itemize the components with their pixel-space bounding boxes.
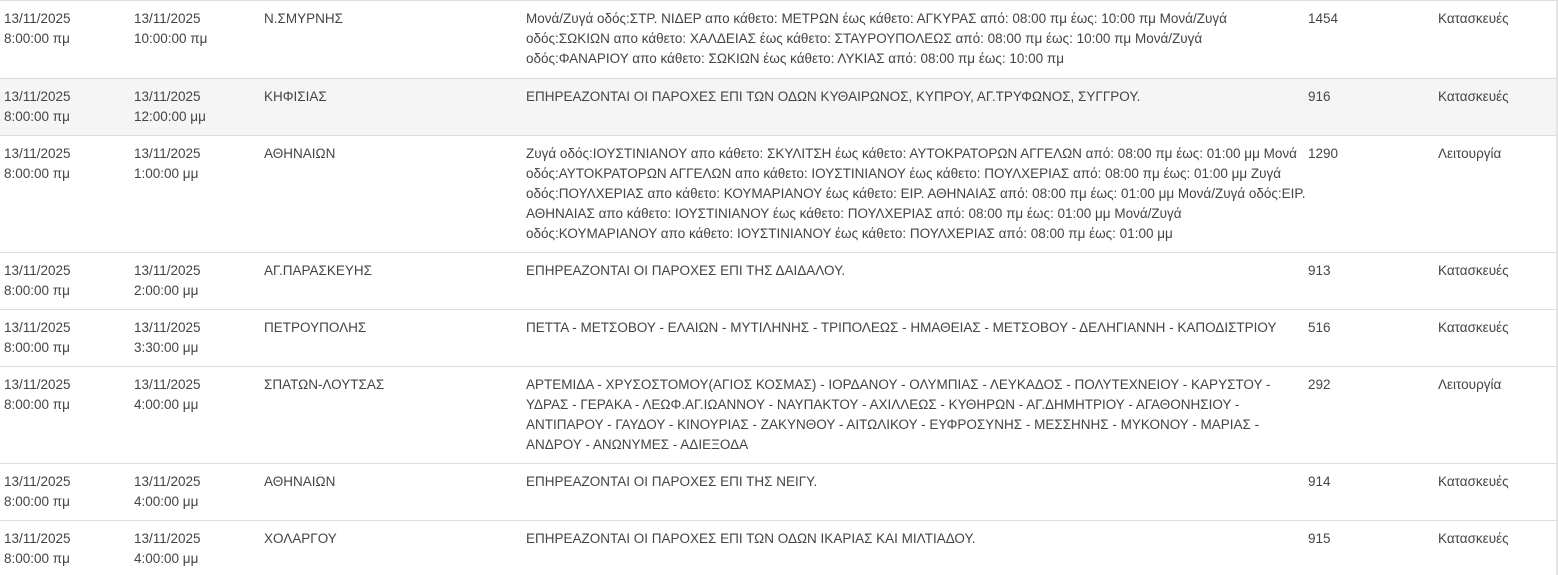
start-date: 13/11/2025: [4, 11, 71, 26]
end-date: 13/11/2025: [134, 377, 201, 392]
end-time: 2:00:00 μμ: [134, 283, 199, 298]
area-cell: Ν.ΣΜΥΡΝΗΣ: [264, 11, 343, 26]
start-date: 13/11/2025: [4, 89, 71, 104]
end-date: 13/11/2025: [134, 531, 201, 546]
start-datetime-cell: [0, 253, 134, 310]
area-cell: ΠΕΤΡΟΥΠΟΛΗΣ: [264, 320, 367, 335]
description-cell: ΕΠΗΡΕΑΖΟΝΤΑΙ ΟΙ ΠΑΡΟΧΕΣ ΕΠΙ ΤΗΣ ΝΕΙΓΥ.: [526, 474, 818, 489]
end-date: 13/11/2025: [134, 89, 201, 104]
outage-type-cell: Κατασκευές: [1438, 89, 1509, 104]
start-datetime-cell: [0, 367, 134, 464]
start-time: 8:00:00 πμ: [4, 166, 70, 181]
start-date: 13/11/2025: [4, 531, 71, 546]
end-datetime-cell: [134, 136, 264, 253]
outage-type-cell: Κατασκευές: [1438, 531, 1509, 546]
start-datetime-cell: [0, 136, 134, 253]
start-datetime-cell: [0, 79, 134, 136]
start-datetime-cell: [0, 464, 134, 521]
outage-table-body: [0, 1, 1558, 575]
end-time: 4:00:00 μμ: [134, 494, 199, 509]
outage-type-cell: Κατασκευές: [1438, 11, 1509, 26]
end-time: 10:00:00 πμ: [134, 31, 208, 46]
end-time: 1:00:00 μμ: [134, 166, 199, 181]
end-date: 13/11/2025: [134, 146, 201, 161]
area-cell: ΚΗΦΙΣΙΑΣ: [264, 89, 327, 104]
end-time: 3:30:00 μμ: [134, 340, 199, 355]
area-cell: ΑΓ.ΠΑΡΑΣΚΕΥΗΣ: [264, 263, 372, 278]
end-date: 13/11/2025: [134, 474, 201, 489]
description-cell: ΕΠΗΡΕΑΖΟΝΤΑΙ ΟΙ ΠΑΡΟΧΕΣ ΕΠΙ ΤΩΝ ΟΔΩΝ ΚΥΘΑΙΡΩΝΟΣ, ΚΥΠΡΟΥ, ΑΓ.ΤΡΥΦΩΝΟΣ, ΣΥΓΓΡΟΥ.: [526, 89, 1141, 104]
end-datetime-cell: [134, 521, 264, 575]
start-datetime-cell: [0, 310, 134, 367]
end-time: 4:00:00 μμ: [134, 551, 199, 566]
area-cell: ΣΠΑΤΩΝ-ΛΟΥΤΣΑΣ: [264, 377, 385, 392]
outage-id-cell: 914: [1308, 474, 1331, 489]
outage-id-cell: 913: [1308, 263, 1331, 278]
area-cell: ΑΘΗΝΑΙΩΝ: [264, 146, 336, 161]
end-datetime-cell: [134, 79, 264, 136]
start-time: 8:00:00 πμ: [4, 340, 70, 355]
start-time: 8:00:00 πμ: [4, 283, 70, 298]
start-date: 13/11/2025: [4, 377, 71, 392]
outage-id-cell: 516: [1308, 320, 1331, 335]
area-cell: ΧΟΛΑΡΓΟΥ: [264, 531, 337, 546]
start-date: 13/11/2025: [4, 146, 71, 161]
description-cell: ΕΠΗΡΕΑΖΟΝΤΑΙ ΟΙ ΠΑΡΟΧΕΣ ΕΠΙ ΤΩΝ ΟΔΩΝ ΙΚΑΡΙΑΣ ΚΑΙ ΜΙΛΤΙΑΔΟΥ.: [526, 531, 976, 546]
start-datetime-cell: [0, 1, 134, 79]
table-row: [0, 310, 1558, 367]
description-cell: Μονά/Ζυγά οδός:ΣΤΡ. ΝΙΔΕΡ απο κάθετο: ΜΕΤΡΩΝ έως κάθετο: ΑΓΚΥΡΑΣ από: 08:00 πμ έως: 10:00 πμ Μονά/Ζυγά οδός:ΣΩΚΙΩΝ απο κάθετο: ΧΑΛΔΕΙΑΣ έως κάθετο: ΣΤΑΥΡΟΥΠΟΛΕΩΣ από: 08:00 πμ έως: 10:00 πμ Μονά/Ζυγά οδός:ΦΑΝΑΡΙΟΥ απο κάθετο: ΣΩΚΙΩΝ έως κάθετο: ΛΥΚΙΑΣ από: 08:00 πμ έως: 10:00 πμ: [526, 11, 1227, 66]
start-date: 13/11/2025: [4, 320, 71, 335]
outage-id-cell: 1290: [1308, 146, 1339, 161]
table-row: [0, 464, 1558, 521]
outage-type-cell: Κατασκευές: [1438, 320, 1509, 335]
start-time: 8:00:00 πμ: [4, 551, 70, 566]
start-time: 8:00:00 πμ: [4, 397, 70, 412]
outage-id-cell: 1454: [1308, 11, 1339, 26]
end-datetime-cell: [134, 1, 264, 79]
outage-type-cell: Κατασκευές: [1438, 263, 1509, 278]
start-date: 13/11/2025: [4, 474, 71, 489]
end-datetime-cell: [134, 367, 264, 464]
end-datetime-cell: [134, 253, 264, 310]
start-time: 8:00:00 πμ: [4, 109, 70, 124]
description-cell: ΕΠΗΡΕΑΖΟΝΤΑΙ ΟΙ ΠΑΡΟΧΕΣ ΕΠΙ ΤΗΣ ΔΑΙΔΑΛΟΥ.: [526, 263, 846, 278]
outage-id-cell: 916: [1308, 89, 1331, 104]
outage-type-cell: Λειτουργία: [1438, 146, 1502, 161]
end-date: 13/11/2025: [134, 11, 201, 26]
table-row: [0, 136, 1558, 253]
outage-id-cell: 292: [1308, 377, 1331, 392]
area-cell: ΑΘΗΝΑΙΩΝ: [264, 474, 336, 489]
end-time: 12:00:00 μμ: [134, 109, 206, 124]
table-row: [0, 79, 1558, 136]
table-row: [0, 253, 1558, 310]
start-time: 8:00:00 πμ: [4, 494, 70, 509]
description-cell: ΠΕΤΤΑ - ΜΕΤΣΟΒΟΥ - ΕΛΑΙΩΝ - ΜΥΤΙΛΗΝΗΣ - ΤΡΙΠΟΛΕΩΣ - ΗΜΑΘΕΙΑΣ - ΜΕΤΣΟΒΟΥ - ΔΕΛΗΓΙΑΝΝΗ - ΚΑΠΟΔΙΣΤΡΙΟΥ: [526, 320, 1277, 335]
start-date: 13/11/2025: [4, 263, 71, 278]
table-row: [0, 521, 1558, 575]
start-datetime-cell: [0, 521, 134, 575]
end-date: 13/11/2025: [134, 320, 201, 335]
outage-type-cell: Κατασκευές: [1438, 474, 1509, 489]
end-datetime-cell: [134, 464, 264, 521]
end-datetime-cell: [134, 310, 264, 367]
table-row: [0, 367, 1558, 464]
outage-type-cell: Λειτουργία: [1438, 377, 1502, 392]
end-date: 13/11/2025: [134, 263, 201, 278]
start-time: 8:00:00 πμ: [4, 31, 70, 46]
table-row: [0, 1, 1558, 79]
description-cell: Ζυγά οδός:ΙΟΥΣΤΙΝΙΑΝΟΥ απο κάθετο: ΣΚΥΛΙΤΣΗ έως κάθετο: ΑΥΤΟΚΡΑΤΟΡΩΝ ΑΓΓΕΛΩΝ από: 08:00 πμ έως: 01:00 μμ Μονά οδός:ΑΥΤΟΚΡΑΤΟΡΩΝ ΑΓΓΕΛΩΝ απο κάθετο: ΙΟΥΣΤΙΝΙΑΝΟΥ έως κάθετο: ΠΟΥΛΧΕΡΙΑΣ από: 08:00 πμ έως: 01:00 μμ Ζυγά οδός:ΠΟΥΛΧΕΡΙΑΣ απο κάθετο: ΚΟΥΜΑΡΙΑΝΟΥ έως κάθετο: ΕΙΡ. ΑΘΗΝΑΙΑΣ από: 08:00 πμ έως: 01:00 μμ Μονά/Ζυγά οδός:ΕΙΡ. ΑΘΗΝΑΙΑΣ απο κάθετο: ΙΟΥΣΤΙΝΙΑΝΟΥ έως κάθετο: ΠΟΥΛΧΕΡΙΑΣ από: 08:00 πμ έως: 01:00 μμ Μονά/Ζυγά οδός:ΚΟΥΜΑΡΙΑΝΟΥ απο κάθετο: ΙΟΥΣΤΙΝΙΑΝΟΥ έως κάθετο: ΠΟΥΛΧΕΡΙΑΣ από: 08:00 πμ έως: 01:00 μμ: [526, 146, 1306, 241]
outage-id-cell: 915: [1308, 531, 1331, 546]
description-cell: ΑΡΤΕΜΙΔΑ - ΧΡΥΣΟΣΤΟΜΟΥ(ΑΓΙΟΣ ΚΟΣΜΑΣ) - ΙΟΡΔΑΝΟΥ - ΟΛΥΜΠΙΑΣ - ΛΕΥΚΑΔΟΣ - ΠΟΛΥΤΕΧΝΕΙΟΥ - ΚΑΡΥΣΤΟΥ - ΥΔΡΑΣ - ΓΕΡΑΚΑ - ΛΕΩΦ.ΑΓ.ΙΩΑΝΝΟΥ - ΝΑΥΠΑΚΤΟΥ - ΑΧΙΛΛΕΩΣ - ΚΥΘΗΡΩΝ - ΑΓ.ΔΗΜΗΤΡΙΟΥ - ΑΓΑΘΟΝΗΣΙΟΥ - ΑΝΤΙΠΑΡΟΥ - ΓΑΥΔΟΥ - ΚΙΝΟΥΡΙΑΣ - ΖΑΚΥΝΘΟΥ - ΑΙΤΩΛΙΚΟΥ - ΕΥΦΡΟΣΥΝΗΣ - ΜΕΣΣΗΝΗΣ - ΜΥΚΟΝΟΥ - ΜΑΡΙΑΣ - ΑΝΔΡΟΥ - ΑΝΩΝΥΜΕΣ - ΑΔΙΕΞΟΔΑ: [526, 377, 1271, 452]
end-time: 4:00:00 μμ: [134, 397, 199, 412]
